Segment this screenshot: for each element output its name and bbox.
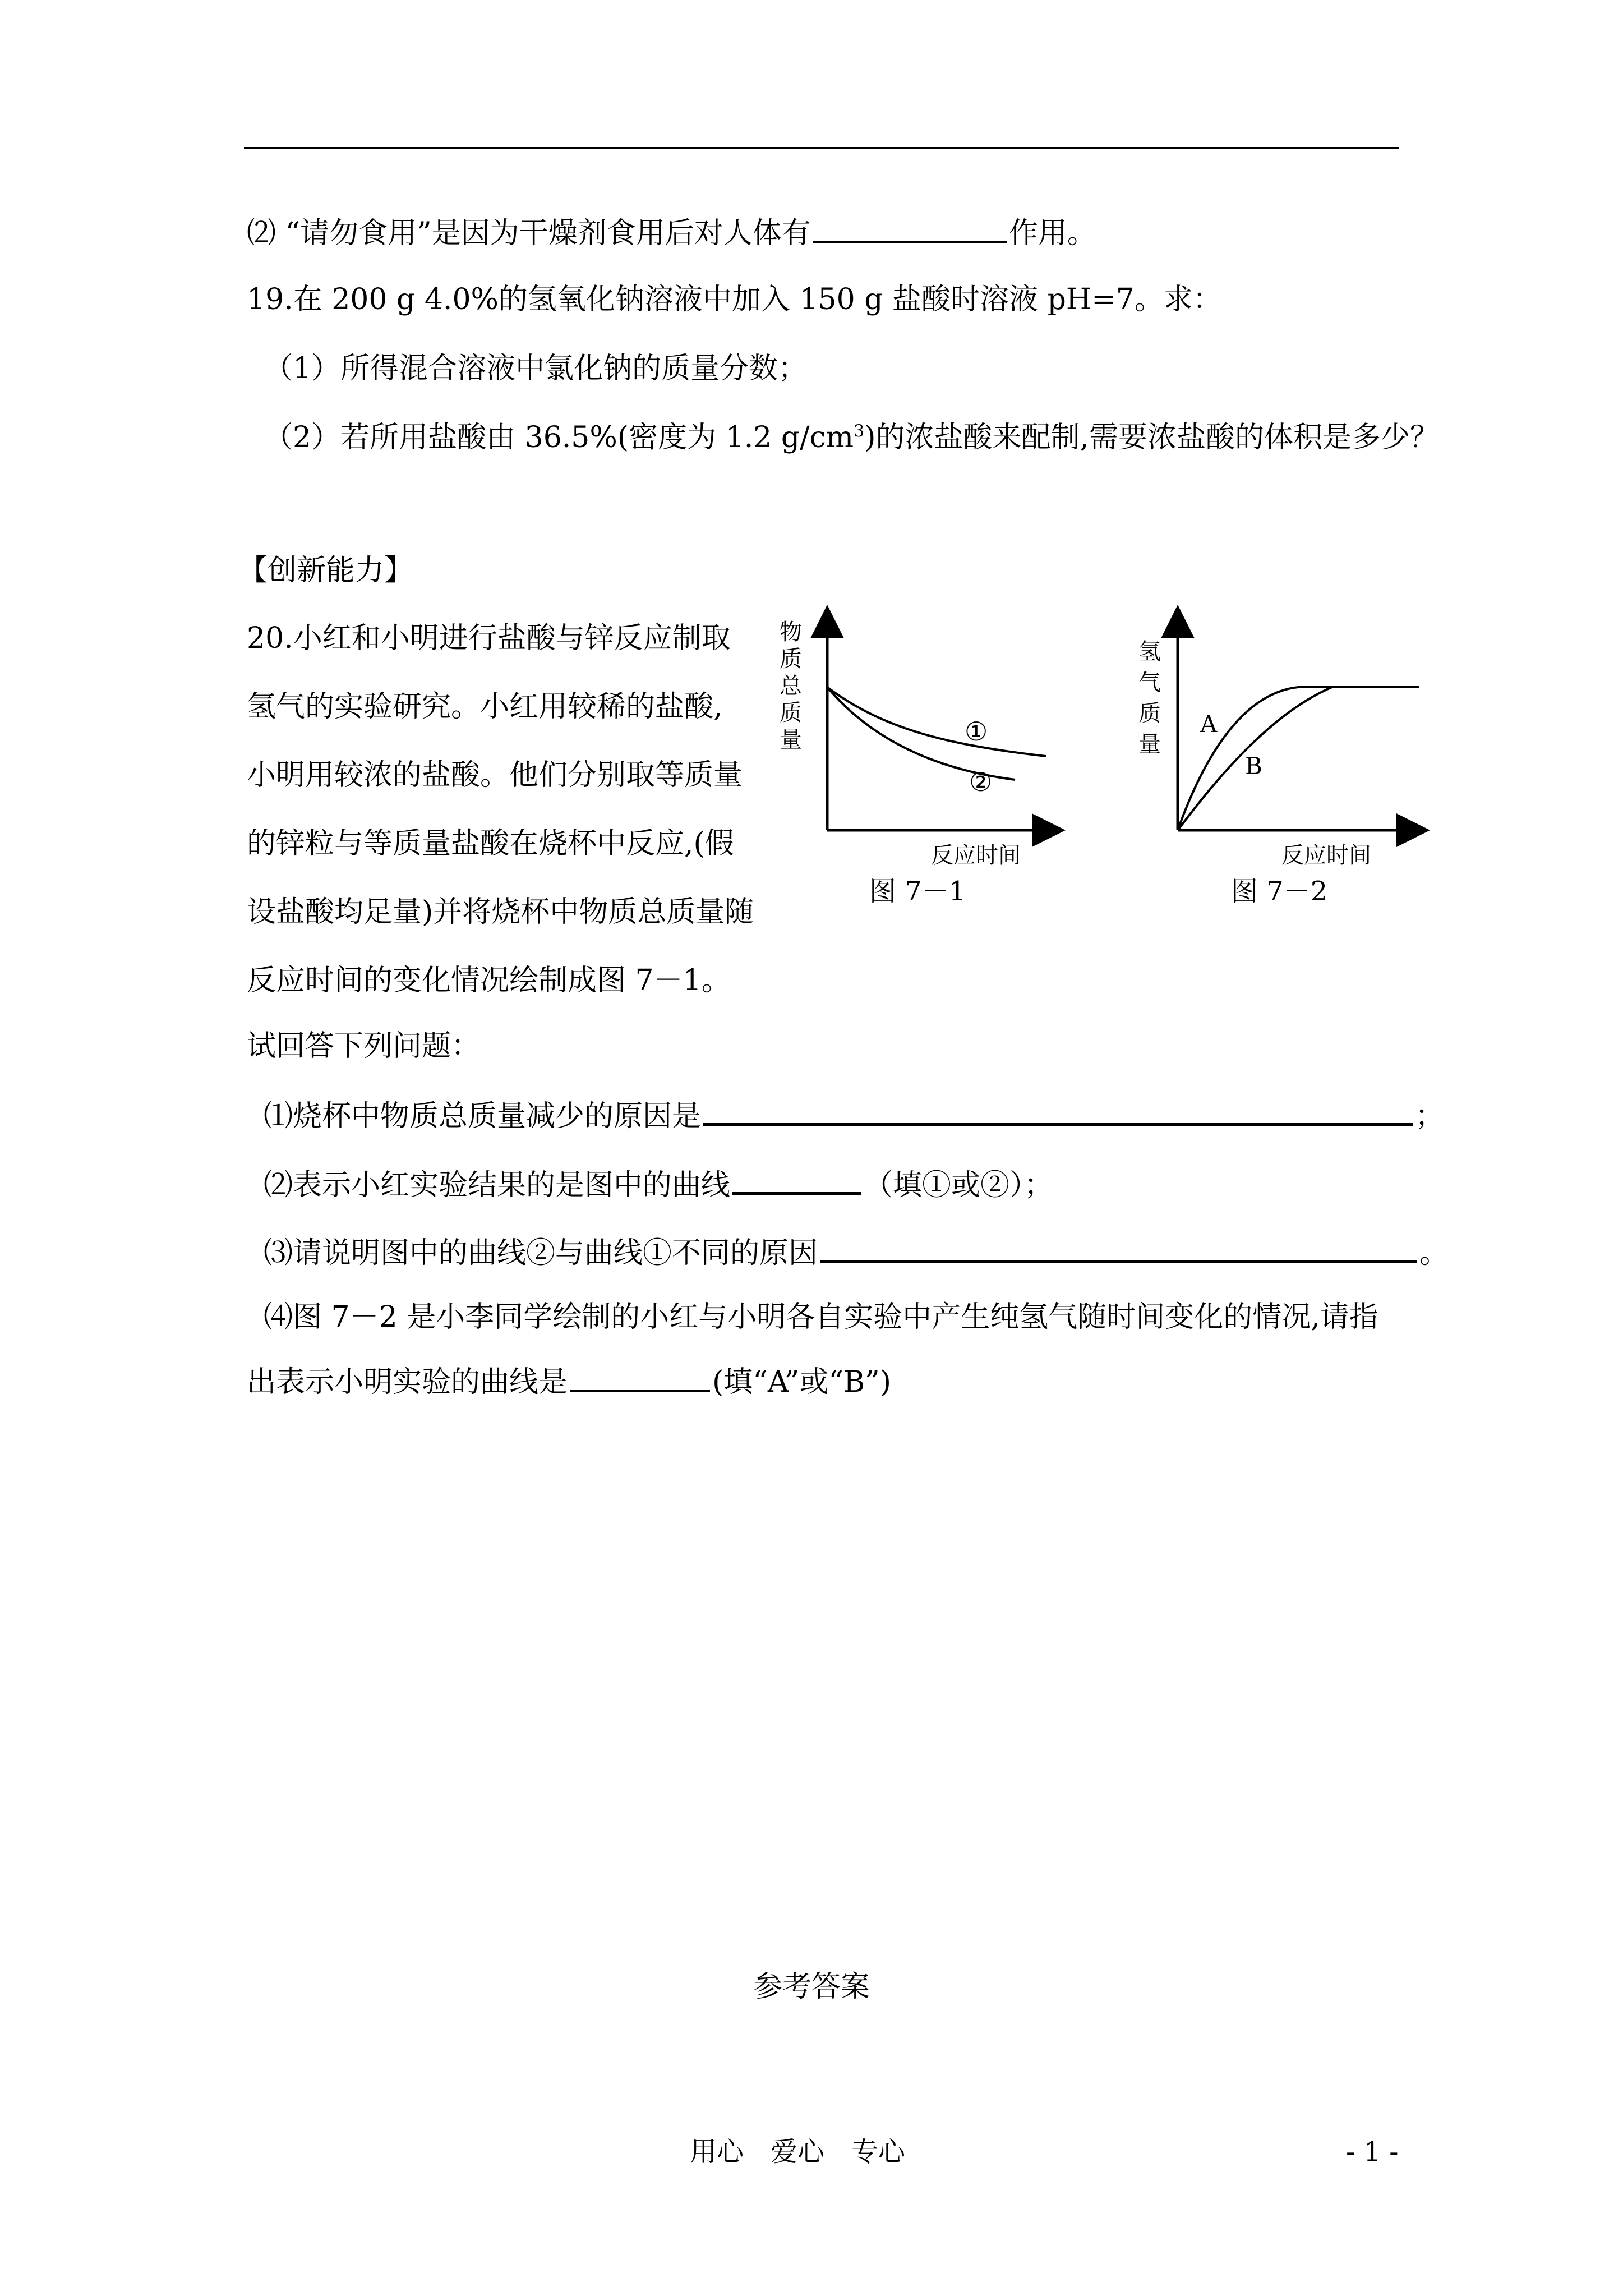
q20-part4-suffix: (填“A”或“B”) (712, 1365, 892, 1399)
q20-stem-line-1: 20.小红和小明进行盐酸与锌反应制取 (247, 622, 731, 655)
q20-part3-prefix: ⑶请说明图中的曲线②与曲线①不同的原因 (264, 1236, 818, 1270)
q18-part2-suffix: 作用。 (1008, 217, 1096, 250)
answers-heading: 参考答案 (753, 1970, 870, 2004)
page-number: - 1 - (1346, 2136, 1399, 2168)
fig1-ylabel-3: 总 (780, 673, 802, 699)
q20-stem-line-2: 氢气的实验研究。小红用较稀的盐酸, (247, 690, 723, 724)
fig2-ylabel-4: 量 (1138, 731, 1161, 757)
q20-part2 (264, 1164, 1053, 1203)
q20-stem-line-6: 反应时间的变化情况绘制成图 7－1。 (247, 964, 731, 997)
fig1-curve-1-label: ① (965, 716, 988, 747)
fig2-curve-a (1178, 687, 1419, 830)
fig1-xlabel: 反应时间 (931, 843, 1021, 868)
q20-part4-line-2 (247, 1362, 891, 1400)
q20-part1-suffix: ； (1415, 1099, 1445, 1133)
q20-part1-answer-blank[interactable] (703, 1095, 1413, 1126)
fig2-ylabel-3: 质 (1138, 701, 1161, 726)
q20-part4-prefix: 出表示小明实验的曲线是 (247, 1365, 568, 1399)
fig1-ylabel-4: 质 (780, 700, 802, 726)
q20-stem-line-3: 小明用较浓的盐酸。他们分别取等质量 (247, 758, 743, 792)
q20-prompt: 试回答下列问题： (247, 1029, 481, 1063)
q20-stem-line-4: 的锌粒与等质量盐酸在烧杯中反应,(假 (247, 827, 734, 861)
fig1-caption: 图 7－1 (869, 876, 966, 907)
fig2-ylabel-1: 氢 (1138, 639, 1161, 665)
q20-stem-line-5: 设盐酸均足量)并将烧杯中物质总质量随 (247, 895, 754, 929)
q20-part2-prefix: ⑵表示小红实验结果的是图中的曲线 (264, 1168, 731, 1202)
fig1-ylabel-2: 质 (780, 646, 802, 672)
fig2-caption: 图 7－2 (1231, 876, 1328, 907)
footer-motto: 用心 爱心 专心 (690, 2136, 906, 2168)
q19-part2 (264, 420, 1439, 455)
q19-part2-sup: 3 (854, 421, 865, 441)
fig2-ylabel-2: 气 (1138, 670, 1161, 696)
fig2-curve-a-label: A (1200, 710, 1218, 738)
q18-answer-blank[interactable] (813, 213, 1007, 243)
fig2-xlabel: 反应时间 (1281, 843, 1371, 868)
q19-part1: （1）所得混合溶液中氯化钠的质量分数； (264, 352, 808, 385)
q18-part2-prefix: ⑵ “请勿食用”是因为干燥剂食用后对人体有 (247, 217, 811, 250)
q20-part3-suffix: 。 (1419, 1236, 1449, 1270)
fig1-curve-1 (827, 687, 1046, 756)
q20-part3-answer-blank[interactable] (820, 1232, 1417, 1263)
q20-part4-line-1: ⑷图 7－2 是小李同学绘制的小红与小明各自实验中产生纯氢气随时间变化的情况,请指 (264, 1300, 1378, 1334)
header-rule (244, 147, 1399, 149)
fig1-ylabel-5: 量 (780, 727, 802, 753)
figure-7-2 (1122, 606, 1436, 909)
q20-part1 (264, 1095, 1444, 1134)
figure-7-1 (768, 606, 1060, 909)
fig1-curve-2-label: ② (969, 767, 993, 797)
fig2-curve-b-label: B (1245, 752, 1262, 780)
q18-part2 (247, 213, 1096, 251)
q20-part2-suffix: （填①或②）； (864, 1168, 1054, 1202)
q19-part2-text-b: )的浓盐酸来配制,需要浓盐酸的体积是多少？ (864, 421, 1440, 454)
section-title: 【创新能力】 (238, 554, 414, 587)
q19-part2-text-a: （2）若所用盐酸由 36.5%(密度为 1.2 g/cm (264, 421, 854, 454)
q20-part3 (264, 1232, 1449, 1271)
fig1-ylabel-1: 物 (780, 619, 802, 645)
q20-part1-prefix: ⑴烧杯中物质总质量减少的原因是 (264, 1099, 702, 1133)
q20-part4-answer-blank[interactable] (570, 1362, 710, 1392)
q19-stem: 19.在 200 g 4.0%的氢氧化钠溶液中加入 150 g 盐酸时溶液 pH=7。求： (247, 283, 1222, 316)
q20-part2-answer-blank[interactable] (732, 1164, 861, 1195)
